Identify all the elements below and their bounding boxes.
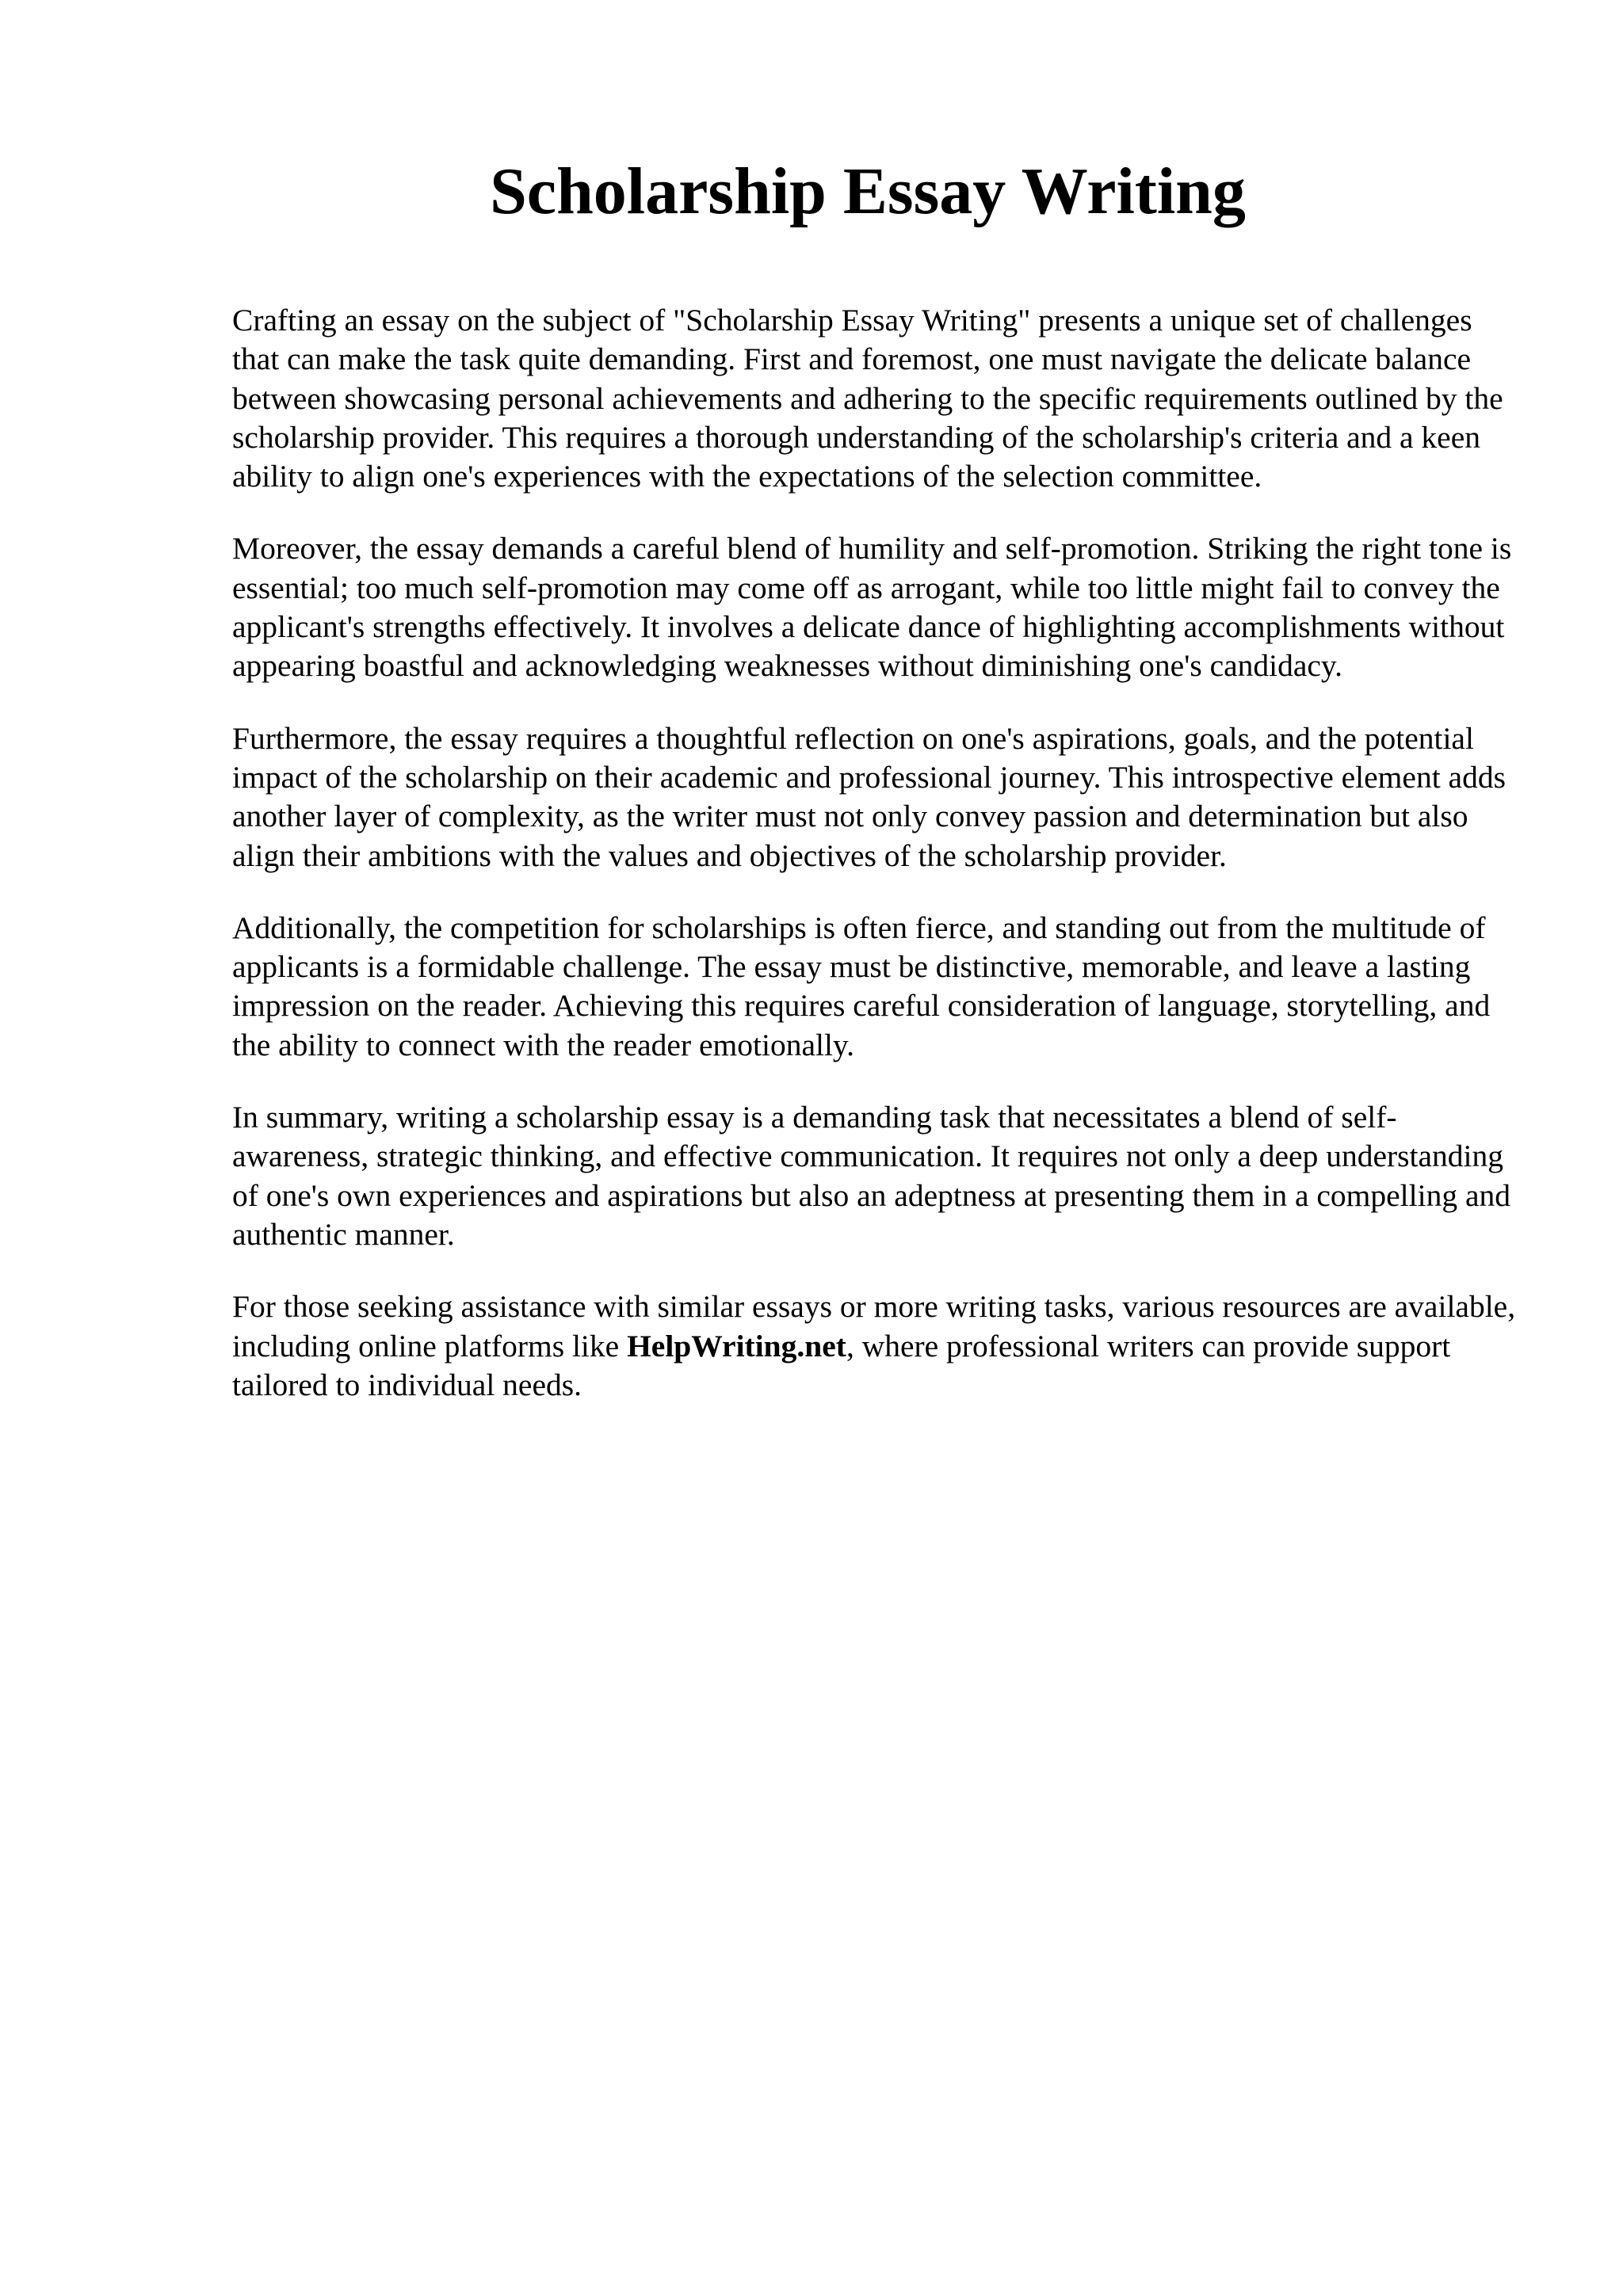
helpwriting-link[interactable]: HelpWriting.net (627, 1328, 846, 1363)
closing-paragraph (232, 1287, 1524, 1405)
closing-text-before: For those seeking assistance with similar essays or more writing tasks, various resources are available, including online platforms like (232, 1289, 1516, 1363)
paragraph-4: Additionally, the competition for scholarships is often fierce, and standing out from the multitude of applicants is a formidable challenge. The essay must be distinctive, memorable, and leave a lasting impression on the reader. Achieving this requires careful consideration of language, storytelling, and the ability to connect with the reader emotionally. (232, 910, 1491, 1062)
document-title: Scholarship Essay Writing (490, 154, 1246, 228)
paragraph-5: In summary, writing a scholarship essay is a demanding task that necessitates a blend of self-awareness, strategic thinking, and effective communication. It requires not only a deep understanding of one's own experiences and aspirations but also an adeptness at presenting them in a compelling and authentic manner. (232, 1100, 1511, 1252)
closing-text-after: , where professional writers can provide support tailored to individual needs. (232, 1328, 1451, 1402)
paragraph-1: Crafting an essay on the subject of "Scholarship Essay Writing" presents a unique set of challenges that can make the task quite demanding. First and foremost, one must navigate the delicate balance between showcasing personal achievements and adhering to the specific requirements outlined by the scholarship provider. This requires a thorough understanding of the scholarship's criteria and a keen ability to align one's experiences with the expectations of the selection committee. (232, 303, 1503, 494)
document-body (232, 301, 1524, 1405)
paragraph-3: Furthermore, the essay requires a thoughtful reflection on one's aspirations, goals, and the potential impact of the scholarship on their academic and professional journey. This introspective element adds another layer of complexity, as the writer must not only convey passion and determination but also align their ambitions with the values and objectives of the scholarship provider. (232, 720, 1506, 873)
paragraph-2: Moreover, the essay demands a careful blend of humility and self-promotion. Striking the right tone is essential; too much self-promotion may come off as arrogant, while too little might fail to convey the applicant's strengths effectively. It involves a delicate dance of highlighting accomplishments without appearing boastful and acknowledging weaknesses without diminishing one's candidacy. (232, 531, 1512, 684)
